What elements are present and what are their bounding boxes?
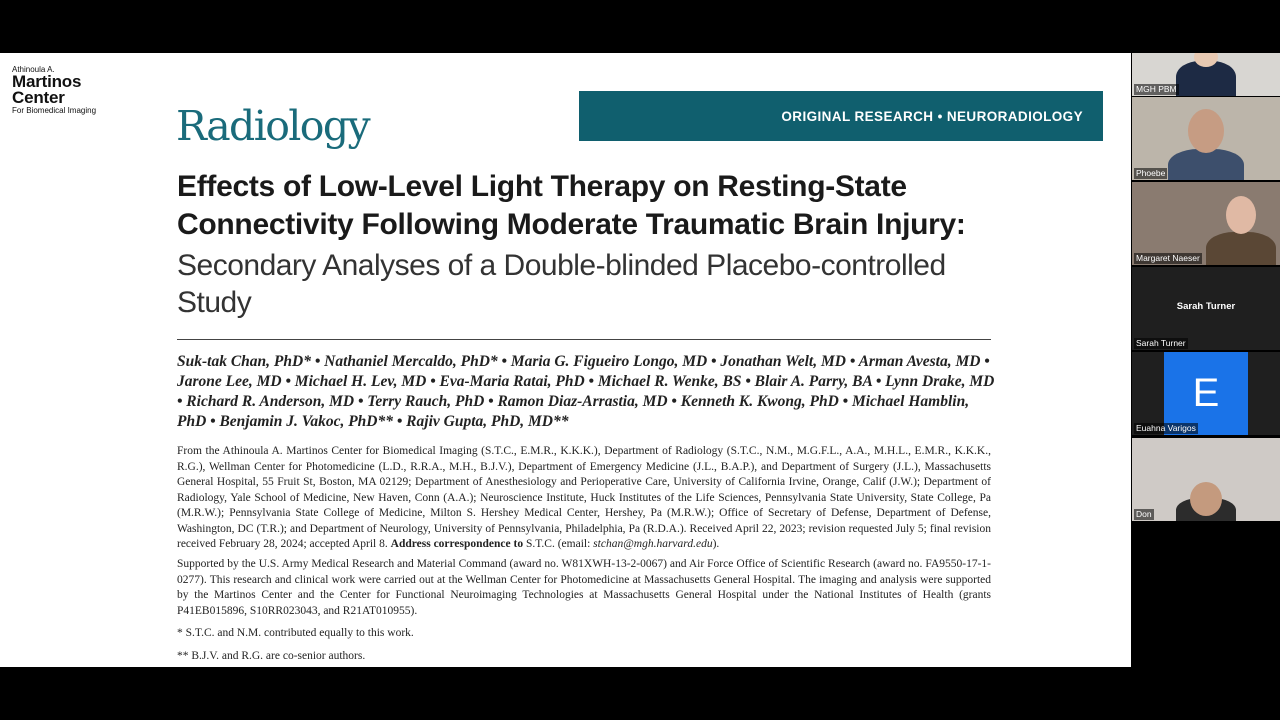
participant-tile[interactable]	[1132, 97, 1280, 180]
author-list: Suk-tak Chan, PhD* • Nathaniel Mercaldo, PhD* • Maria G. Figueiro Longo, MD • Jonathan Welt, MD • Arman Avesta, MD • Jarone Lee, MD • Michael H. Lev, MD • Eva-Maria Ratai, PhD • Michael R. Wenke, BS • Blair A. Parry, BA • Lynn Drake, MD • Richard R. Anderson, MD • Terry Rauch, PhD • Ramon Diaz-Arrastia, MD • Kenneth K. Kwong, PhD • Michael Hamblin, PhD • Benjamin J. Vakoc, PhD** • Rajiv Gupta, PhD, MD**	[177, 353, 995, 430]
participant-name: Don	[1136, 509, 1152, 519]
participant-face	[1226, 196, 1256, 234]
participant-tile[interactable]	[1132, 438, 1280, 521]
journal-name: Radiology	[176, 102, 370, 150]
participant-tile[interactable]	[1132, 182, 1280, 265]
participant-name: Phoebe	[1136, 168, 1166, 178]
footnote-co-senior: ** B.J.V. and R.G. are co-senior authors.	[177, 650, 366, 662]
correspondence-text: S.T.C. (email:	[525, 538, 591, 550]
participant-display-name: Sarah Turner	[1176, 301, 1236, 312]
correspondence-end: ).	[712, 538, 720, 550]
logo-line-2: Martinos	[12, 72, 82, 91]
logo-line-1: Athinoula A.	[12, 65, 55, 74]
participant-name: Sarah Turner	[1136, 338, 1186, 348]
participant-video	[1168, 149, 1244, 180]
participant-name: MGH PBM	[1136, 84, 1177, 94]
footnote-equal-contribution: * S.T.C. and N.M. contributed equally to this work.	[177, 627, 414, 639]
divider	[177, 339, 991, 340]
participant-name: Euahna Varigos	[1136, 423, 1196, 433]
article-title: Effects of Low-Level Light Therapy on Resting-State Connectivity Following Moderate Traumatic Brain Injury:	[177, 170, 966, 241]
participant-video	[1206, 232, 1276, 265]
logo-line-3: Center	[12, 88, 65, 107]
correspondence-label: Address correspondence to	[390, 538, 524, 550]
correspondence-email: stchan@mgh.harvard.edu	[593, 538, 713, 550]
affiliations	[177, 444, 991, 553]
martinos-logo	[12, 65, 112, 115]
participant-tile[interactable]	[1132, 352, 1280, 435]
funding-statement: Supported by the U.S. Army Medical Research and Material Command (award no. W81XWH-13-2-0067) and Air Force Office of Scientific Research (award no. FA9550-17-1-0277). This research and clinical work were carried out at the Wellman Center for Photomedicine at Massachusetts General Hospital. The imaging and analysis were supported by the Martinos Center and the Center for Functional Neuroimaging Technologies at Massachusetts General Hospital under the National Institutes of Health (grants P41EB015896, S10RR023043, and R21AT010955).	[177, 558, 991, 617]
logo-line-4: For Biomedical Imaging	[12, 106, 97, 115]
shared-slide	[0, 53, 1131, 667]
participant-avatar: E	[1164, 352, 1248, 435]
participant-face	[1188, 109, 1224, 153]
participant-name: Margaret Naeser	[1136, 253, 1200, 263]
affiliations-text: From the Athinoula A. Martinos Center for Biomedical Imaging (S.T.C., E.M.R., K.K.K.), Department of Radiology (S.T.C., N.M., M.G.F.L., A.A., M.H.L., E.M.R., K.K.K., R.G.), Wellman Center for Photomedicine (L.D., R.R.A., M.H., B.J.V.), Department of Emergency Medicine (J.L., B.A.P.), and Department of Surgery (J.L.), Massachusetts General Hospital, 55 Fruit St, Boston, MA 02129; Department of Anesthesiology and Perioperative Care, University of California Irvine, Orange, Calif (J.W.); Department of Radiology, Yale School of Medicine, New Haven, Conn (A.A.); Neuroscience Institute, Huck Institutes of the Life Sciences, Pennsylvania State University, State College, Pa (M.R.W.); Pennsylvania State College of Medicine, Milton S. Hershey Medical Center, Hershey, Pa (M.R.W.); Office of Secretary of Defense, Department of Defense, Washington, DC (T.R.); and Department of Neurology, University of Pennsylvania, Philadelphia, Pa (R.D.A.). Received April 22, 2023; revision requested July 5; final revision received February 28, 2024; accepted April 8.	[177, 445, 991, 550]
participant-tile[interactable]	[1132, 53, 1280, 96]
participant-gallery	[1132, 53, 1280, 523]
participant-face	[1190, 482, 1222, 516]
article-subtitle: Secondary Analyses of a Double-blinded Placebo-controlled Study	[177, 249, 946, 319]
participant-tile[interactable]	[1132, 267, 1280, 350]
section-banner: ORIGINAL RESEARCH • NEURORADIOLOGY	[579, 91, 1103, 141]
